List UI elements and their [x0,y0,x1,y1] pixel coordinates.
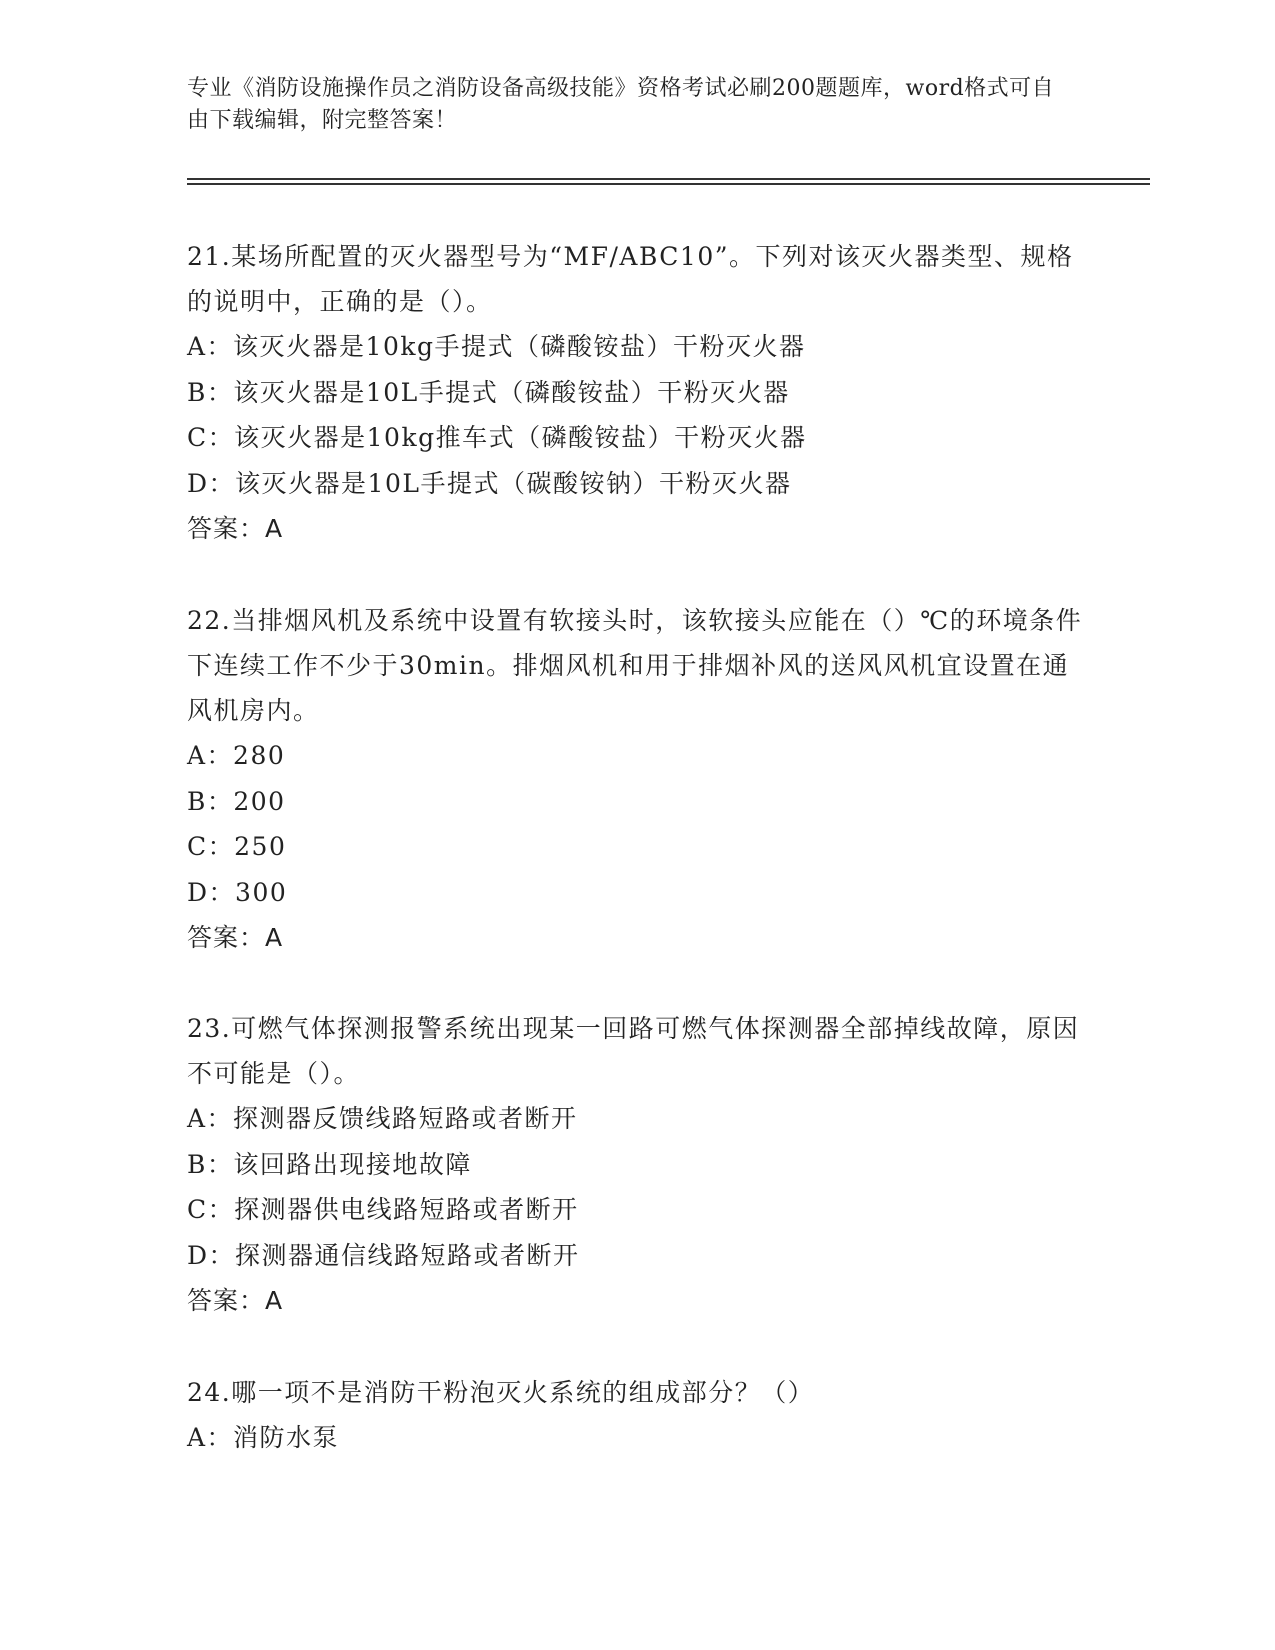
question-stem: 21.某场所配置的灭火器型号为“MF/ABC10”。下列对该灭火器类型、规格的说明中，正确的是（）。 [187,242,1074,316]
option-a: A：探测器反馈线路短路或者断开 [187,1104,578,1133]
option-a: A：280 [187,741,286,770]
option-d: D：300 [187,877,288,907]
option-c: C：探测器供电线路短路或者断开 [187,1195,579,1224]
option-d: D：探测器通信线路短路或者断开 [187,1240,580,1270]
question-stem: 22.当排烟风机及系统中设置有软接头时，该软接头应能在（）℃的环境条件下连续工作不少于30min。排烟风机和用于排烟补风的送风风机宜设置在通风机房内。 [187,606,1083,725]
option-b: B：该灭火器是10L手提式（磷酸铵盐）干粉灭火器 [187,377,790,407]
answer-line: 答案：A [187,1286,284,1315]
option-b: B：200 [187,786,286,816]
header-divider-line-secondary [187,183,1150,185]
question-stem: 24.哪一项不是消防干粉泡灭火系统的组成部分？（） [187,1378,815,1407]
question-22 [187,598,1087,960]
answer-line: 答案：A [187,514,284,543]
option-c: C：该灭火器是10kg推车式（磷酸铵盐）干粉灭火器 [187,423,807,452]
question-21 [187,234,1087,551]
option-b: B：该回路出现接地故障 [187,1149,472,1179]
option-c: C：250 [187,832,287,861]
question-23 [187,1006,1087,1323]
header-divider-line [187,178,1150,180]
answer-line: 答案：A [187,923,284,952]
option-a: A：消防水泵 [187,1423,340,1452]
option-d: D：该灭火器是10L手提式（碳酸铵钠）干粉灭火器 [187,468,792,498]
document-header-note: 专业《消防设施操作员之消防设备高级技能》资格考试必刷200题题库，word格式可自由下载编辑，附完整答案！ [187,76,1055,133]
option-a: A：该灭火器是10kg手提式（磷酸铵盐）干粉灭火器 [187,332,806,361]
question-stem: 23.可燃气体探测报警系统出现某一回路可燃气体探测器全部掉线故障，原因不可能是（）。 [187,1014,1080,1088]
question-24 [187,1370,1087,1461]
